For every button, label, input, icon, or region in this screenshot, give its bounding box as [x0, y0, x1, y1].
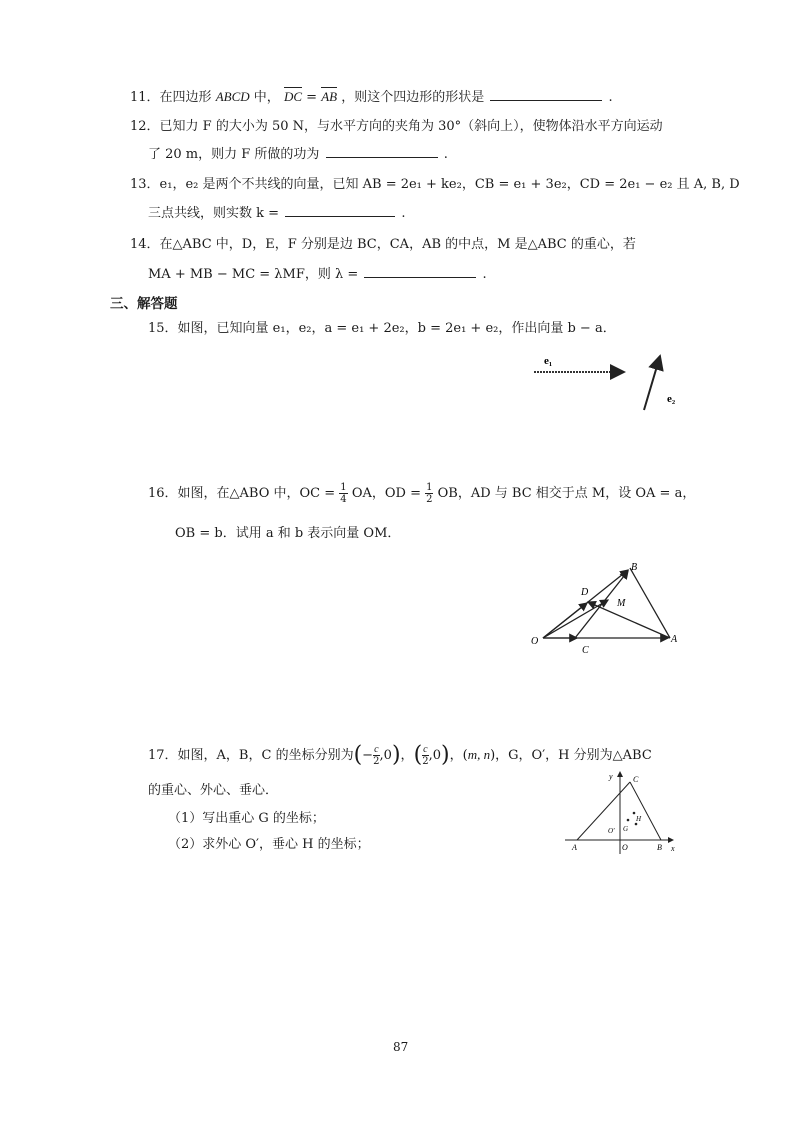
label-b: B — [631, 562, 638, 573]
q17-frac-b-den: 2 — [422, 756, 429, 767]
label-a: A — [671, 634, 678, 645]
q16-fraction-1 — [339, 482, 347, 505]
q17-zero-b: 0 — [432, 748, 442, 763]
label-d: D — [581, 587, 589, 598]
question-17-line1: 17．如图，A，B，C 的坐标分别为(− $\frac{c}{2}$ ,0)，( $\frac{c}{2}$ ,0)，(m, n)，G，O′，H 分别为△ABC — [148, 742, 652, 768]
label-o: O — [531, 636, 539, 647]
label-m: M — [617, 598, 626, 609]
question-17-part1: （1）写出重心 G 的坐标； — [168, 811, 325, 826]
question-13-line2 — [148, 207, 405, 220]
q11-vector-dc: DC — [283, 89, 302, 104]
label-h: H — [636, 815, 642, 823]
vector-om — [543, 600, 608, 638]
q12-line2-text: 了 20 m，则力 F 所做的功为 — [148, 147, 320, 162]
q13-line2-text: 三点共线，则实数 k = — [148, 206, 280, 221]
label-o-prime: O′ — [608, 827, 615, 835]
question-16-line1 — [148, 482, 695, 505]
q17-frac-a-num: c — [374, 744, 379, 755]
question-11 — [130, 90, 613, 104]
q16-frac1-num: 1 — [340, 482, 347, 493]
q11-in: 中， — [253, 90, 280, 105]
point-h — [633, 812, 636, 815]
e1-label: e₁ — [544, 355, 553, 367]
q17-fraction-a — [373, 744, 379, 767]
label-g: G — [623, 825, 629, 833]
q13-answer-blank[interactable] — [285, 215, 395, 217]
q14-line2-text: MA + MB − MC = λMF，则 λ = — [148, 267, 359, 282]
q17-zero-a: 0 — [383, 748, 392, 763]
q17-neg-sign: − — [362, 748, 374, 763]
label-c: C — [582, 645, 589, 656]
label-y: y — [609, 772, 613, 781]
point-op — [635, 823, 638, 826]
label-a: A — [572, 843, 577, 852]
q17-frac-b-num: c — [423, 744, 428, 755]
q12-answer-blank[interactable] — [326, 156, 438, 158]
vector-od — [543, 603, 587, 638]
e2-vector — [644, 356, 660, 410]
question-17-line2: 的重心、外心、垂心． — [148, 783, 279, 798]
q11-eq: = — [306, 90, 318, 105]
q11-prefix: 11．在四边形 — [130, 90, 212, 105]
label-x: x — [671, 844, 675, 853]
side-cb — [630, 782, 661, 840]
q17-text-a: 17．如图，A，B，C 的坐标分别为 — [148, 748, 354, 763]
q17-figure — [565, 768, 685, 858]
q16-text-b: OA，OD = — [351, 486, 421, 501]
q16-frac2-num: 1 — [426, 482, 433, 493]
q13-end: . — [401, 206, 406, 221]
q16-frac2-den: 2 — [426, 494, 433, 505]
question-14-line2 — [148, 268, 487, 281]
q11-answer-blank[interactable] — [490, 99, 602, 101]
q16-fraction-2 — [425, 482, 433, 505]
q11-abcd: ABCD — [215, 89, 250, 104]
question-12-line2 — [148, 148, 448, 161]
e2-label: e₂ — [667, 393, 676, 405]
question-14-line1: 14．在△ABC 中，D，E，F 分别是边 BC，CA，AB 的中点，M 是△ABC 的重心，若 — [130, 237, 636, 252]
question-12-line1: 12．已知力 F 的大小为 50 N，与水平方向的夹角为 30°（斜向上），使物体沿水平方向运动 — [130, 119, 663, 134]
q15-figure — [520, 350, 700, 420]
q11-suffix: ，则这个四边形的形状是 — [341, 90, 485, 105]
q17-fraction-b — [422, 744, 428, 767]
question-16-line2: OB = b．试用 a 和 b 表示向量 OM． — [175, 526, 401, 541]
side-ab — [630, 568, 670, 638]
q17-frac-a-den: 2 — [373, 756, 380, 767]
page-number: 87 — [393, 1040, 409, 1054]
q12-end: . — [443, 147, 448, 162]
segment-ad — [588, 602, 670, 638]
q11-vector-ab: AB — [321, 89, 338, 104]
q14-answer-blank[interactable] — [364, 276, 476, 278]
q17-coord-c: m, n — [467, 747, 491, 762]
q16-figure — [525, 558, 685, 658]
question-17-part2: （2）求外心 O′，垂心 H 的坐标； — [168, 837, 370, 852]
q17-text-b: ，G，O′，H 分别为△ABC — [495, 748, 652, 763]
question-15: 15．如图，已知向量 e₁，e₂，a = e₁ + 2e₂，b = 2e₁ + e₂，作出向量 b − a． — [148, 321, 616, 336]
point-g — [627, 819, 630, 822]
q14-end: . — [482, 267, 487, 282]
question-13-line1: 13．e₁，e₂ 是两个不共线的向量，已知 AB = 2e₁ + ke₂，CB = e₁ + 3e₂，CD = 2e₁ − e₂ 且 A, B, D — [130, 177, 740, 192]
q11-end: . — [608, 90, 613, 105]
q16-text-c: OB，AD 与 BC 相交于点 M，设 OA = a， — [437, 486, 696, 501]
q16-text-a: 16．如图，在△ABO 中，OC = — [148, 486, 336, 501]
q16-frac1-den: 4 — [340, 494, 347, 505]
label-c: C — [633, 775, 639, 784]
label-o: O — [622, 843, 628, 852]
section-heading: 三、解答题 — [110, 296, 178, 312]
label-b: B — [657, 843, 662, 852]
